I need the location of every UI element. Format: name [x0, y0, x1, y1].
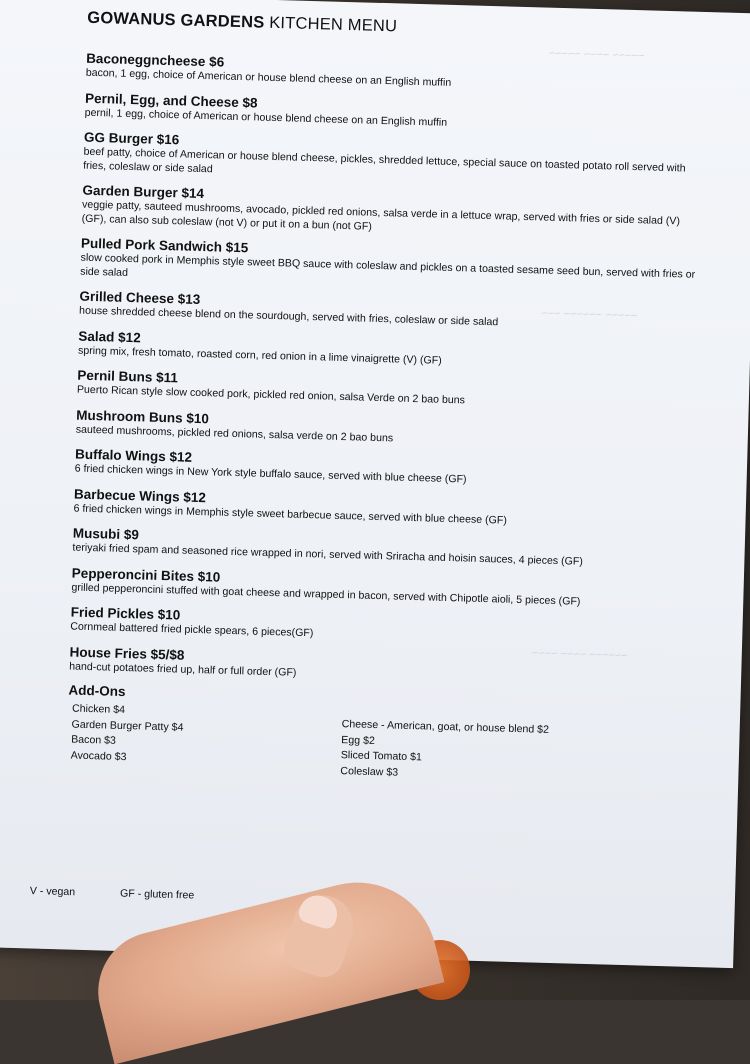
menu-item — [69, 643, 690, 691]
addons-right-column — [340, 709, 549, 785]
menu-item-name: Musubi $9 — [72, 525, 140, 543]
addon-item: Avocado $3 — [70, 749, 127, 763]
menu-item-name: Garden Burger $14 — [82, 182, 205, 202]
menu-item-name: Pepperoncini Bites $10 — [71, 565, 221, 585]
menu-item-list — [69, 47, 706, 691]
addon-item: Chicken $4 — [71, 702, 126, 717]
menu-item-name: House Fries $5/$8 — [69, 643, 185, 663]
menu-title — [87, 9, 707, 45]
legend-gluten-free: GF - gluten free — [119, 887, 195, 902]
menu-item-name: Buffalo Wings $12 — [74, 446, 193, 465]
menu-item-name: Mushroom Buns $10 — [76, 407, 210, 426]
addon-item: Egg $2 — [341, 733, 375, 747]
bleed-through: ~~~~~~ ~~~~ ~~~~ — [531, 647, 628, 663]
menu-item-description: beef patty, choice of American or house blend cheese, pickles, shredded lettuce, special sauce on toasted potato roll served with fries, coleslaw or side salad — [83, 145, 686, 175]
menu-item-description: house shredded cheese blend on the sourdough, served with fries, coleslaw or side salad — [78, 304, 499, 329]
menu-item-description: slow cooked pork in Memphis style sweet BBQ sauce with coleslaw and pickles on a toasted sesame seed bun, served with fries or side salad — [80, 251, 696, 281]
menu-item-name: GG Burger $16 — [83, 129, 180, 148]
addon-item: Bacon $3 — [70, 733, 117, 747]
addon-item: Garden Burger Patty $4 — [71, 718, 184, 734]
menu-item — [71, 564, 692, 612]
menu-item — [78, 327, 699, 375]
menu-item — [79, 288, 700, 336]
menu-item-description: pernil, 1 egg, choice of American or house blend cheese on an English muffin — [84, 106, 448, 129]
menu-title-bold: GOWANUS GARDENS — [87, 8, 265, 32]
menu-item-name: Fried Pickles $10 — [70, 604, 181, 623]
menu-item — [72, 525, 693, 573]
menu-item-name: Pulled Pork Sandwich $15 — [80, 235, 249, 256]
menu-item-name: Barbecue Wings $12 — [73, 486, 207, 505]
menu-item-description: bacon, 1 egg, choice of American or house blend cheese on an English muffin — [85, 66, 452, 89]
menu-item — [77, 367, 698, 415]
menu-item-description: teriyaki fried spam and seasoned rice wrapped in nori, served with Sriracha and hoisin sauces, 4 pieces (GF) — [72, 541, 584, 568]
menu-item-description: 6 fried chicken wings in Memphis style sweet barbecue sauce, served with blue cheese (GF) — [73, 502, 507, 527]
menu-item — [85, 47, 707, 98]
addon-item: Coleslaw $3 — [340, 764, 399, 779]
menu-content — [66, 9, 707, 789]
addons-left-column — [66, 701, 342, 779]
menu-item-description: veggie patty, sauteed mushrooms, avocado, pickled red onions, salsa verde in a lettuce wrap, served with fries or side salad (V) (GF), can also sub coleslaw (not V) or put it on a bun (not GF) — [81, 198, 681, 233]
menu-item-name: Baconeggncheese $6 — [85, 50, 225, 70]
menu-item-description: hand-cut potatoes fried up, half or full order (GF) — [69, 659, 297, 679]
menu-item — [80, 235, 701, 296]
menu-item-description: grilled pepperoncini stuffed with goat cheese and wrapped in bacon, served with Chipotle aioli, 5 pieces (GF) — [71, 581, 581, 608]
menu-item-description: Puerto Rican style slow cooked pork, pickled red onion, salsa Verde on 2 bao buns — [76, 383, 466, 407]
menu-title-light: KITCHEN MENU — [268, 13, 398, 36]
addons-section — [66, 701, 688, 788]
menu-item-description: spring mix, fresh tomato, roasted corn, red onion in a lime vinaigrette (V) (GF) — [77, 344, 442, 367]
menu-item-description: sauteed mushrooms, pickled red onions, salsa verde on 2 bao buns — [75, 423, 394, 444]
menu-item — [70, 603, 691, 651]
menu-item-description: 6 fried chicken wings in New York style buffalo sauce, served with blue cheese (GF) — [74, 462, 467, 486]
addon-item: Cheese - American, goat, or house blend $2 — [341, 718, 550, 736]
menu-item — [84, 89, 705, 137]
menu-item — [83, 129, 704, 190]
addon-item: Sliced Tomato $1 — [340, 749, 423, 764]
menu-item-name: Pernil, Egg, and Cheese $8 — [84, 90, 258, 111]
bleed-through: ~~~~~ ~~~~ ~~~~~ — [548, 47, 645, 63]
menu-item-name: Grilled Cheese $13 — [79, 288, 201, 307]
menu-item-name: Pernil Buns $11 — [77, 367, 179, 386]
legend-vegan: V - vegan — [29, 885, 76, 899]
bleed-through: ~~~~~ ~~~~~~ ~~~ — [541, 307, 638, 323]
menu-item — [76, 406, 697, 454]
menu-item-description: Cornmeal battered fried pickle spears, 6 pieces(GF) — [70, 620, 314, 640]
menu-item — [73, 485, 694, 533]
menu-item — [82, 182, 703, 243]
menu-item-name: Salad $12 — [78, 328, 141, 345]
menu-item — [75, 446, 696, 494]
addons-title: Add-Ons — [68, 682, 126, 700]
